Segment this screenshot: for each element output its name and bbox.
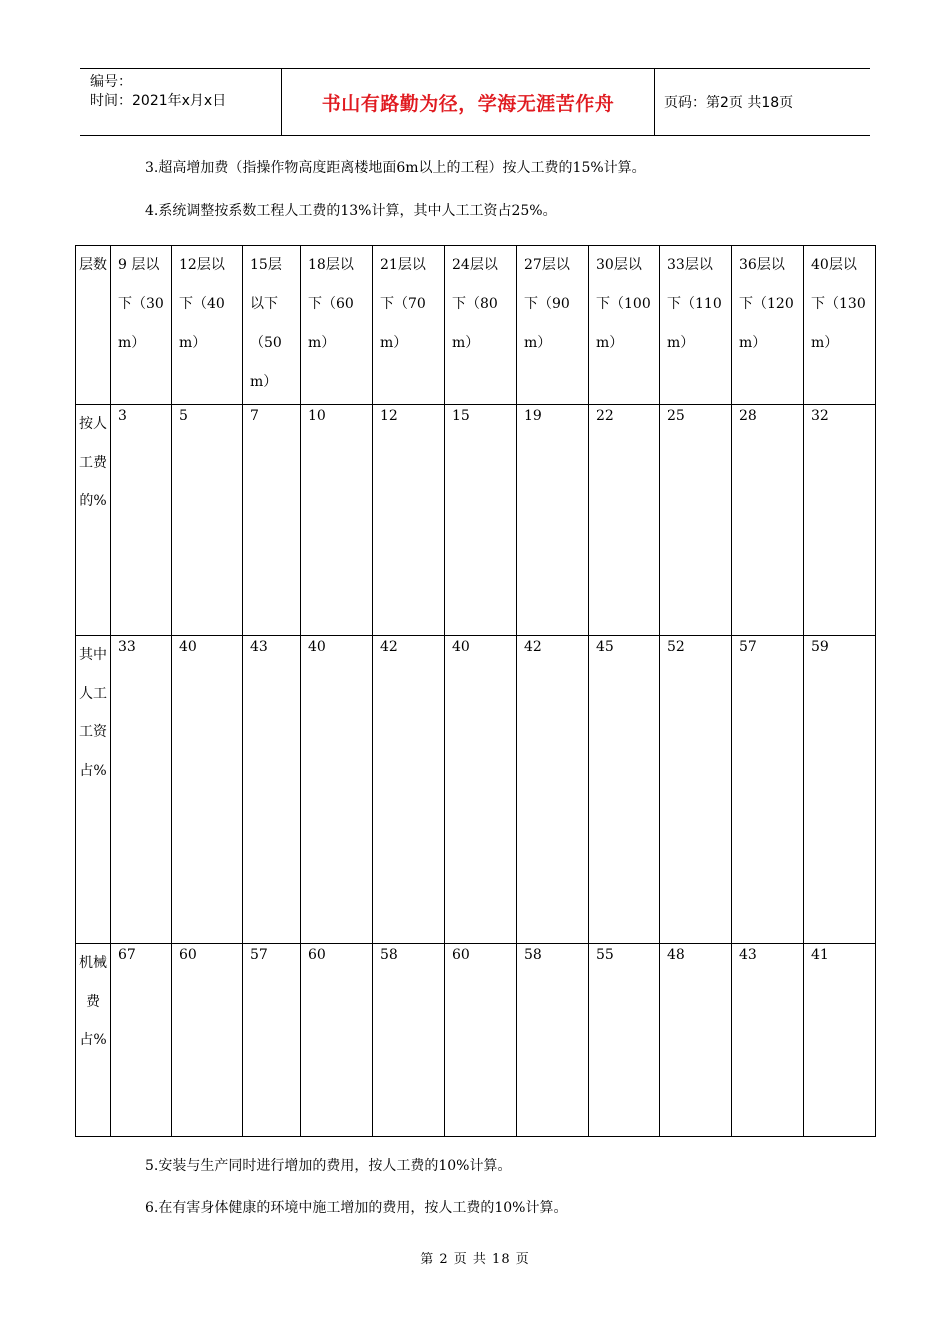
table-row [76, 636, 876, 944]
table-cell: 41 [804, 944, 876, 1137]
column-header: 30层以下（100m） [589, 246, 660, 405]
table-cell: 40 [445, 636, 517, 944]
table-cell: 58 [517, 944, 589, 1137]
table-cell: 25 [660, 405, 732, 636]
table-cell: 10 [301, 405, 373, 636]
table-cell: 60 [445, 944, 517, 1137]
table-cell: 55 [589, 944, 660, 1137]
row-header: 其中人工工资占% [76, 636, 111, 944]
table-cell: 42 [373, 636, 445, 944]
table-cell: 67 [111, 944, 172, 1137]
header-page-label: 页码：第2页 共18页 [664, 95, 794, 111]
table-cell: 15 [445, 405, 517, 636]
table-cell: 12 [373, 405, 445, 636]
column-header: 24层以下（80m） [445, 246, 517, 405]
paragraph-3: 3.超高增加费（指操作物高度距离楼地面6m以上的工程）按人工费的15%计算。 [145, 160, 646, 176]
table-cell: 52 [660, 636, 732, 944]
table-cell: 60 [301, 944, 373, 1137]
column-header: 9 层以下（30m） [111, 246, 172, 405]
number-label: 编号： [90, 74, 132, 90]
table-cell: 40 [301, 636, 373, 944]
paragraph-6: 6.在有害身体健康的环境中施工增加的费用，按人工费的10%计算。 [145, 1200, 568, 1216]
column-header: 18层以下（60m） [301, 246, 373, 405]
column-header: 36层以下（120m） [732, 246, 804, 405]
column-header: 33层以下（110m） [660, 246, 732, 405]
table-cell: 19 [517, 405, 589, 636]
page-footer: 第 2 页 共 18 页 [420, 1252, 530, 1267]
table-cell: 57 [732, 636, 804, 944]
table-cell: 3 [111, 405, 172, 636]
table-cell: 43 [243, 636, 301, 944]
page-header [80, 68, 870, 136]
row-header: 机械费占% [76, 944, 111, 1137]
table-cell: 57 [243, 944, 301, 1137]
time-label: 时间：2021年x月x日 [90, 93, 227, 109]
rate-table [75, 245, 876, 1137]
table-row [76, 405, 876, 636]
corner-cell: 层数 [76, 246, 111, 405]
table-cell: 33 [111, 636, 172, 944]
paragraph-4: 4.系统调整按系数工程人工费的13%计算，其中人工工资占25%。 [145, 203, 557, 219]
column-header: 21层以下（70m） [373, 246, 445, 405]
table-cell: 43 [732, 944, 804, 1137]
row-header: 按人工费的% [76, 405, 111, 636]
table-cell: 5 [172, 405, 243, 636]
table-row [76, 944, 876, 1137]
table-header-row [76, 246, 876, 405]
table-cell: 7 [243, 405, 301, 636]
column-header: 27层以下（90m） [517, 246, 589, 405]
column-header: 15层以下（50m） [243, 246, 301, 405]
table-cell: 32 [804, 405, 876, 636]
column-header: 40层以下（130m） [804, 246, 876, 405]
table-cell: 45 [589, 636, 660, 944]
table-cell: 59 [804, 636, 876, 944]
table-cell: 28 [732, 405, 804, 636]
paragraph-5: 5.安装与生产同时进行增加的费用，按人工费的10%计算。 [145, 1158, 512, 1174]
table-cell: 40 [172, 636, 243, 944]
table-cell: 58 [373, 944, 445, 1137]
column-header: 12层以下（40m） [172, 246, 243, 405]
table-cell: 48 [660, 944, 732, 1137]
header-motto: 书山有路勤为径，学海无涯苦作舟 [282, 69, 655, 135]
table-cell: 60 [172, 944, 243, 1137]
table-cell: 42 [517, 636, 589, 944]
header-meta [80, 69, 282, 135]
table-cell: 22 [589, 405, 660, 636]
